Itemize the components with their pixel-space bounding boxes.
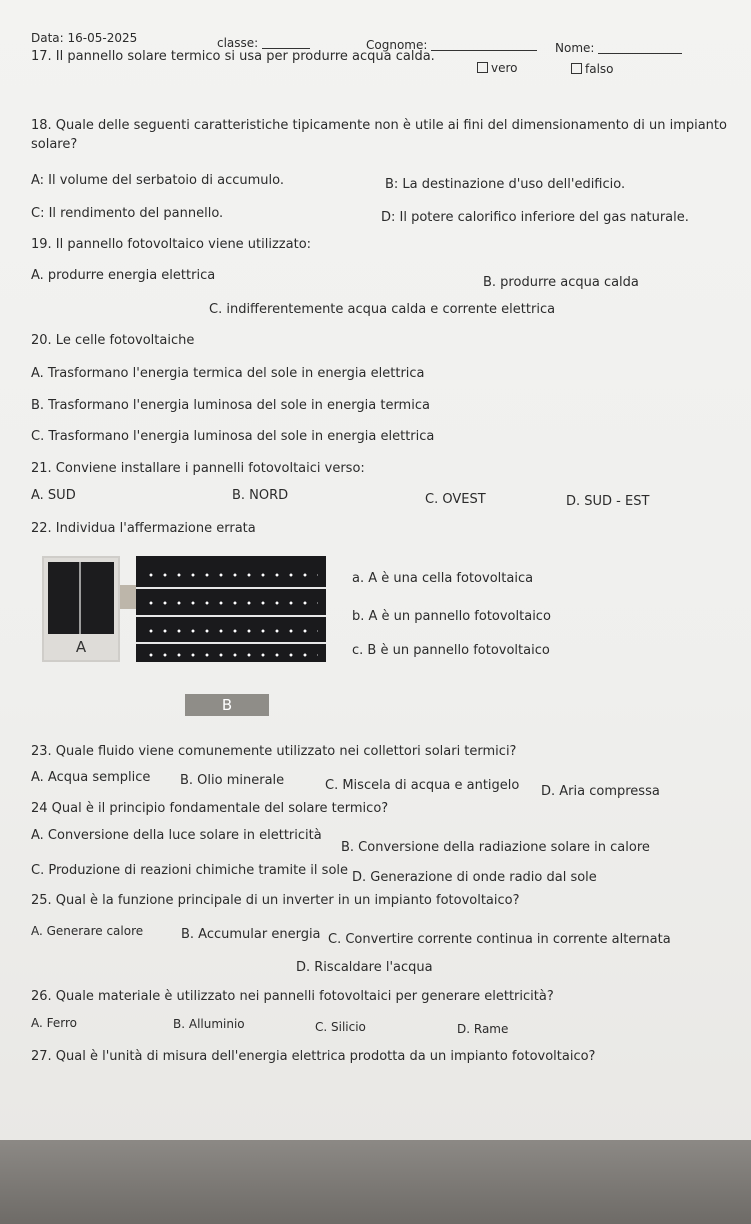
question-26: 26. Quale materiale è utilizzato nei pannelli fotovoltaici per generare elettricità? <box>31 989 554 1004</box>
question-20: 20. Le celle fotovoltaiche <box>31 333 195 348</box>
q24-option-b[interactable]: B. Conversione della radiazione solare in calore <box>341 840 650 855</box>
q19-option-c[interactable]: C. indifferentemente acqua calda e corrente elettrica <box>209 302 556 317</box>
checkbox-icon[interactable] <box>571 63 582 74</box>
q20-option-b[interactable]: B. Trasformano l'energia luminosa del sole in energia termica <box>31 398 430 413</box>
nome-field[interactable]: Nome: <box>555 40 682 56</box>
q18-option-a[interactable]: A: Il volume del serbatoio di accumulo. <box>31 173 284 188</box>
question-23: 23. Quale fluido viene comunemente utilizzato nei collettori solari termici? <box>31 744 517 759</box>
q21-option-b[interactable]: B. NORD <box>232 488 289 503</box>
q24-option-d[interactable]: D. Generazione di onde radio dal sole <box>352 870 597 885</box>
q22-option-c[interactable]: c. B è un pannello fotovoltaico <box>352 643 550 658</box>
q18-option-d[interactable]: D: Il potere calorifico inferiore del gas naturale. <box>381 210 689 225</box>
question-19: 19. Il pannello fotovoltaico viene utilizzato: <box>31 237 312 252</box>
q18-option-c[interactable]: C: Il rendimento del pannello. <box>31 206 224 221</box>
q25-option-d[interactable]: D. Riscaldare l'acqua <box>296 960 433 975</box>
question-25: 25. Qual è la funzione principale di un inverter in un impianto fotovoltaico? <box>31 893 520 908</box>
q23-option-d[interactable]: D. Aria compressa <box>541 784 660 799</box>
figure-b-solar-panel <box>136 556 326 662</box>
panel-row-separator <box>136 615 326 617</box>
connector-bar <box>120 585 136 609</box>
checkbox-icon[interactable] <box>477 62 488 73</box>
q24-option-a[interactable]: A. Conversione della luce solare in elettricità <box>31 828 322 843</box>
panel-dot-row <box>144 629 318 633</box>
classe-field[interactable]: classe: <box>217 35 310 51</box>
q17-option-falso[interactable]: falso <box>571 61 614 77</box>
q25-option-c[interactable]: C. Convertire corrente continua in corrente alternata <box>328 932 671 947</box>
solar-cell-icon <box>48 562 114 634</box>
q23-option-b[interactable]: B. Olio minerale <box>180 773 285 788</box>
question-22: 22. Individua l'affermazione errata <box>31 521 256 536</box>
figure-b-label: B <box>185 694 269 716</box>
panel-dot-row <box>144 601 318 605</box>
figure-a-label: A <box>75 638 87 656</box>
question-17: 17. Il pannello solare termico si usa per produrre acqua calda. <box>31 49 435 64</box>
question-21: 21. Conviene installare i pannelli fotovoltaici verso: <box>31 461 365 476</box>
cognome-field[interactable]: Cognome: <box>366 37 537 53</box>
q25-option-a[interactable]: A. Generare calore <box>31 924 144 938</box>
question-27: 27. Qual è l'unità di misura dell'energia elettrica prodotta da un impianto fotovoltaico? <box>31 1049 596 1064</box>
q25-option-b[interactable]: B. Accumular energia <box>181 927 321 942</box>
q19-option-a[interactable]: A. produrre energia elettrica <box>31 268 216 283</box>
panel-dot-row <box>144 573 318 577</box>
q20-option-c[interactable]: C. Trasformano l'energia luminosa del sole in energia elettrica <box>31 429 435 444</box>
q26-option-a[interactable]: A. Ferro <box>31 1016 77 1030</box>
question-24: 24 Qual è il principio fondamentale del solare termico? <box>31 801 389 816</box>
figure-a-solar-cell <box>42 556 120 662</box>
panel-row-separator <box>136 587 326 589</box>
question-18-cont: solare? <box>31 137 78 152</box>
date-field: Data: 16-05-2025 <box>31 31 138 45</box>
q21-option-a[interactable]: A. SUD <box>31 488 76 503</box>
q22-option-a[interactable]: a. A è una cella fotovoltaica <box>352 571 534 586</box>
table-surface <box>0 1140 751 1224</box>
q26-option-d[interactable]: D. Rame <box>457 1022 509 1036</box>
q26-option-b[interactable]: B. Alluminio <box>173 1017 245 1031</box>
q21-option-d[interactable]: D. SUD - EST <box>566 494 650 509</box>
panel-dot-row <box>144 653 318 657</box>
q17-option-vero[interactable]: vero <box>477 60 518 76</box>
q20-option-a[interactable]: A. Trasformano l'energia termica del sole in energia elettrica <box>31 366 425 381</box>
q24-option-c[interactable]: C. Produzione di reazioni chimiche tramite il sole <box>31 863 349 878</box>
q23-option-a[interactable]: A. Acqua semplice <box>31 770 151 785</box>
q26-option-c[interactable]: C. Silicio <box>315 1020 366 1034</box>
q18-option-b[interactable]: B: La destinazione d'uso dell'edificio. <box>385 177 626 192</box>
q21-option-c[interactable]: C. OVEST <box>425 492 486 507</box>
q23-option-c[interactable]: C. Miscela di acqua e antigelo <box>325 778 520 793</box>
panel-row-separator <box>136 642 326 644</box>
question-18: 18. Quale delle seguenti caratteristiche tipicamente non è utile ai fini del dimensionamento di un impianto <box>31 118 727 133</box>
q22-option-b[interactable]: b. A è un pannello fotovoltaico <box>352 609 551 624</box>
q19-option-b[interactable]: B. produrre acqua calda <box>483 275 639 290</box>
